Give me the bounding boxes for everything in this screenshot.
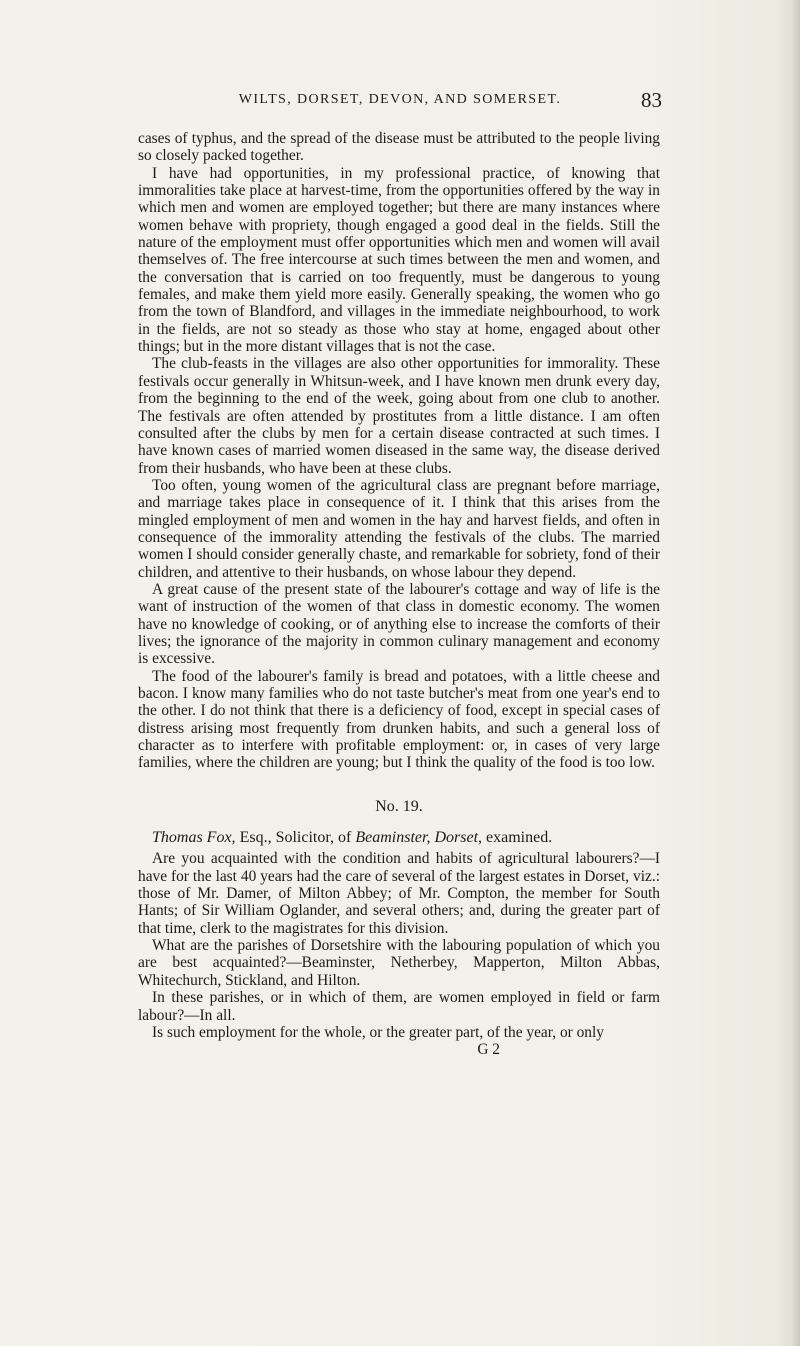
witness-place: Beaminster, Dorset,: [355, 829, 483, 847]
page-number: 83: [641, 88, 662, 112]
witness-heading: [138, 829, 660, 846]
page-header: [0, 88, 800, 112]
running-title: WILTS, DORSET, DEVON, AND SOMERSET.: [238, 92, 562, 107]
paragraph: The food of the labourer's family is bread and potatoes, with a little cheese and bacon. I know many families who do not taste butcher's meat from one year's end to the other. I do not think that there is a deficiency of food, except in special cases of distress arising most frequently from drunken habits, and such a general loss of character as to interfere with profitable employment: or, in cases of very large families, where the children are young; but I think the quality of the food is too low.: [138, 667, 660, 772]
qa-paragraph: What are the parishes of Dorsetshire with the labouring population of which you are best acquainted?—Beaminster, Netherbey, Mapperton, Milton Abbas, Whitechurch, Stickland, and Hilton.: [138, 937, 660, 989]
paragraph: Too often, young women of the agricultural class are pregnant before marriage, and marriage takes place in consequence of it. I think that this arises from the mingled employment of men and women in the hay and harvest fields, and often in consequence of the immorality attending the festivals of the clubs. The married women I should consider generally chaste, and remarkable for sobriety, fond of their children, and attentive to their husbands, on whose labour they depend.: [138, 476, 660, 581]
witness-suffix: examined.: [482, 829, 553, 847]
paragraph: The club-feasts in the villages are also other opportunities for immorality. These festivals occur generally in Whitsun-week, and I have known men drunk every day, from the beginning to the end of the week, going about from one club to another. The festivals are often attended by prostitutes from a little distance. I am often consulted after the clubs by men for a certain disease contracted at such times. I have known cases of married women diseased in the same way, the disease derived from their husbands, who have been at these clubs.: [138, 355, 660, 477]
paragraph: I have had opportunities, in my professional practice, of knowing that immoralities take place at harvest-time, from the opportunities offered by the way in which men and women are employed together; but there are many instances where women behave with propriety, though engaged a good deal in the fields. Still the nature of the employment must offer opportunities which men and women will avail themselves of. The free intercourse at such times between the men and women, and the conversation that is carried on too frequently, must be dangerous to young females, and make them yield more easily. Generally speaking, the women who go from the town of Blandford, and villages in the immediate neighbourhood, to work in the fields, are not so steady as those who stay at home, engaged about other things; but in the more distant villages that is not the case.: [138, 164, 660, 356]
qa-paragraph: Is such employment for the whole, or the greater part, of the year, or only: [152, 1023, 604, 1041]
qa-paragraph: Are you acquainted with the condition and habits of agricultural labourers?—I have for the last 40 years had the care of several of the largest estates in Dorset, viz.: those of Mr. Damer, of Milton Abbey; of Mr. Compton, the member for South Hants; of Sir William Oglander, and several others; and, during the greater part of that time, clerk to the magistrates for this division.: [138, 850, 660, 937]
witness-name: Thomas Fox,: [152, 829, 236, 847]
page-body: [138, 130, 660, 1059]
signature-mark: G 2: [477, 1041, 500, 1059]
section-number: No. 19.: [375, 797, 423, 815]
witness-title: Esq., Solicitor, of: [235, 829, 356, 847]
page-edge: [790, 0, 800, 1346]
qa-paragraph: In these parishes, or in which of them, are women employed in field or farm labour?—In all.: [138, 989, 660, 1024]
paragraph: cases of typhus, and the spread of the disease must be attributed to the people living so closely packed together.: [138, 130, 660, 165]
paragraph: A great cause of the present state of the labourer's cottage and way of life is the want of instruction of the women of that class in domestic economy. The women have no knowledge of cooking, or of anything else to increase the comforts of their lives; the ignorance of the majority in common culinary management and economy is excessive.: [138, 580, 660, 668]
